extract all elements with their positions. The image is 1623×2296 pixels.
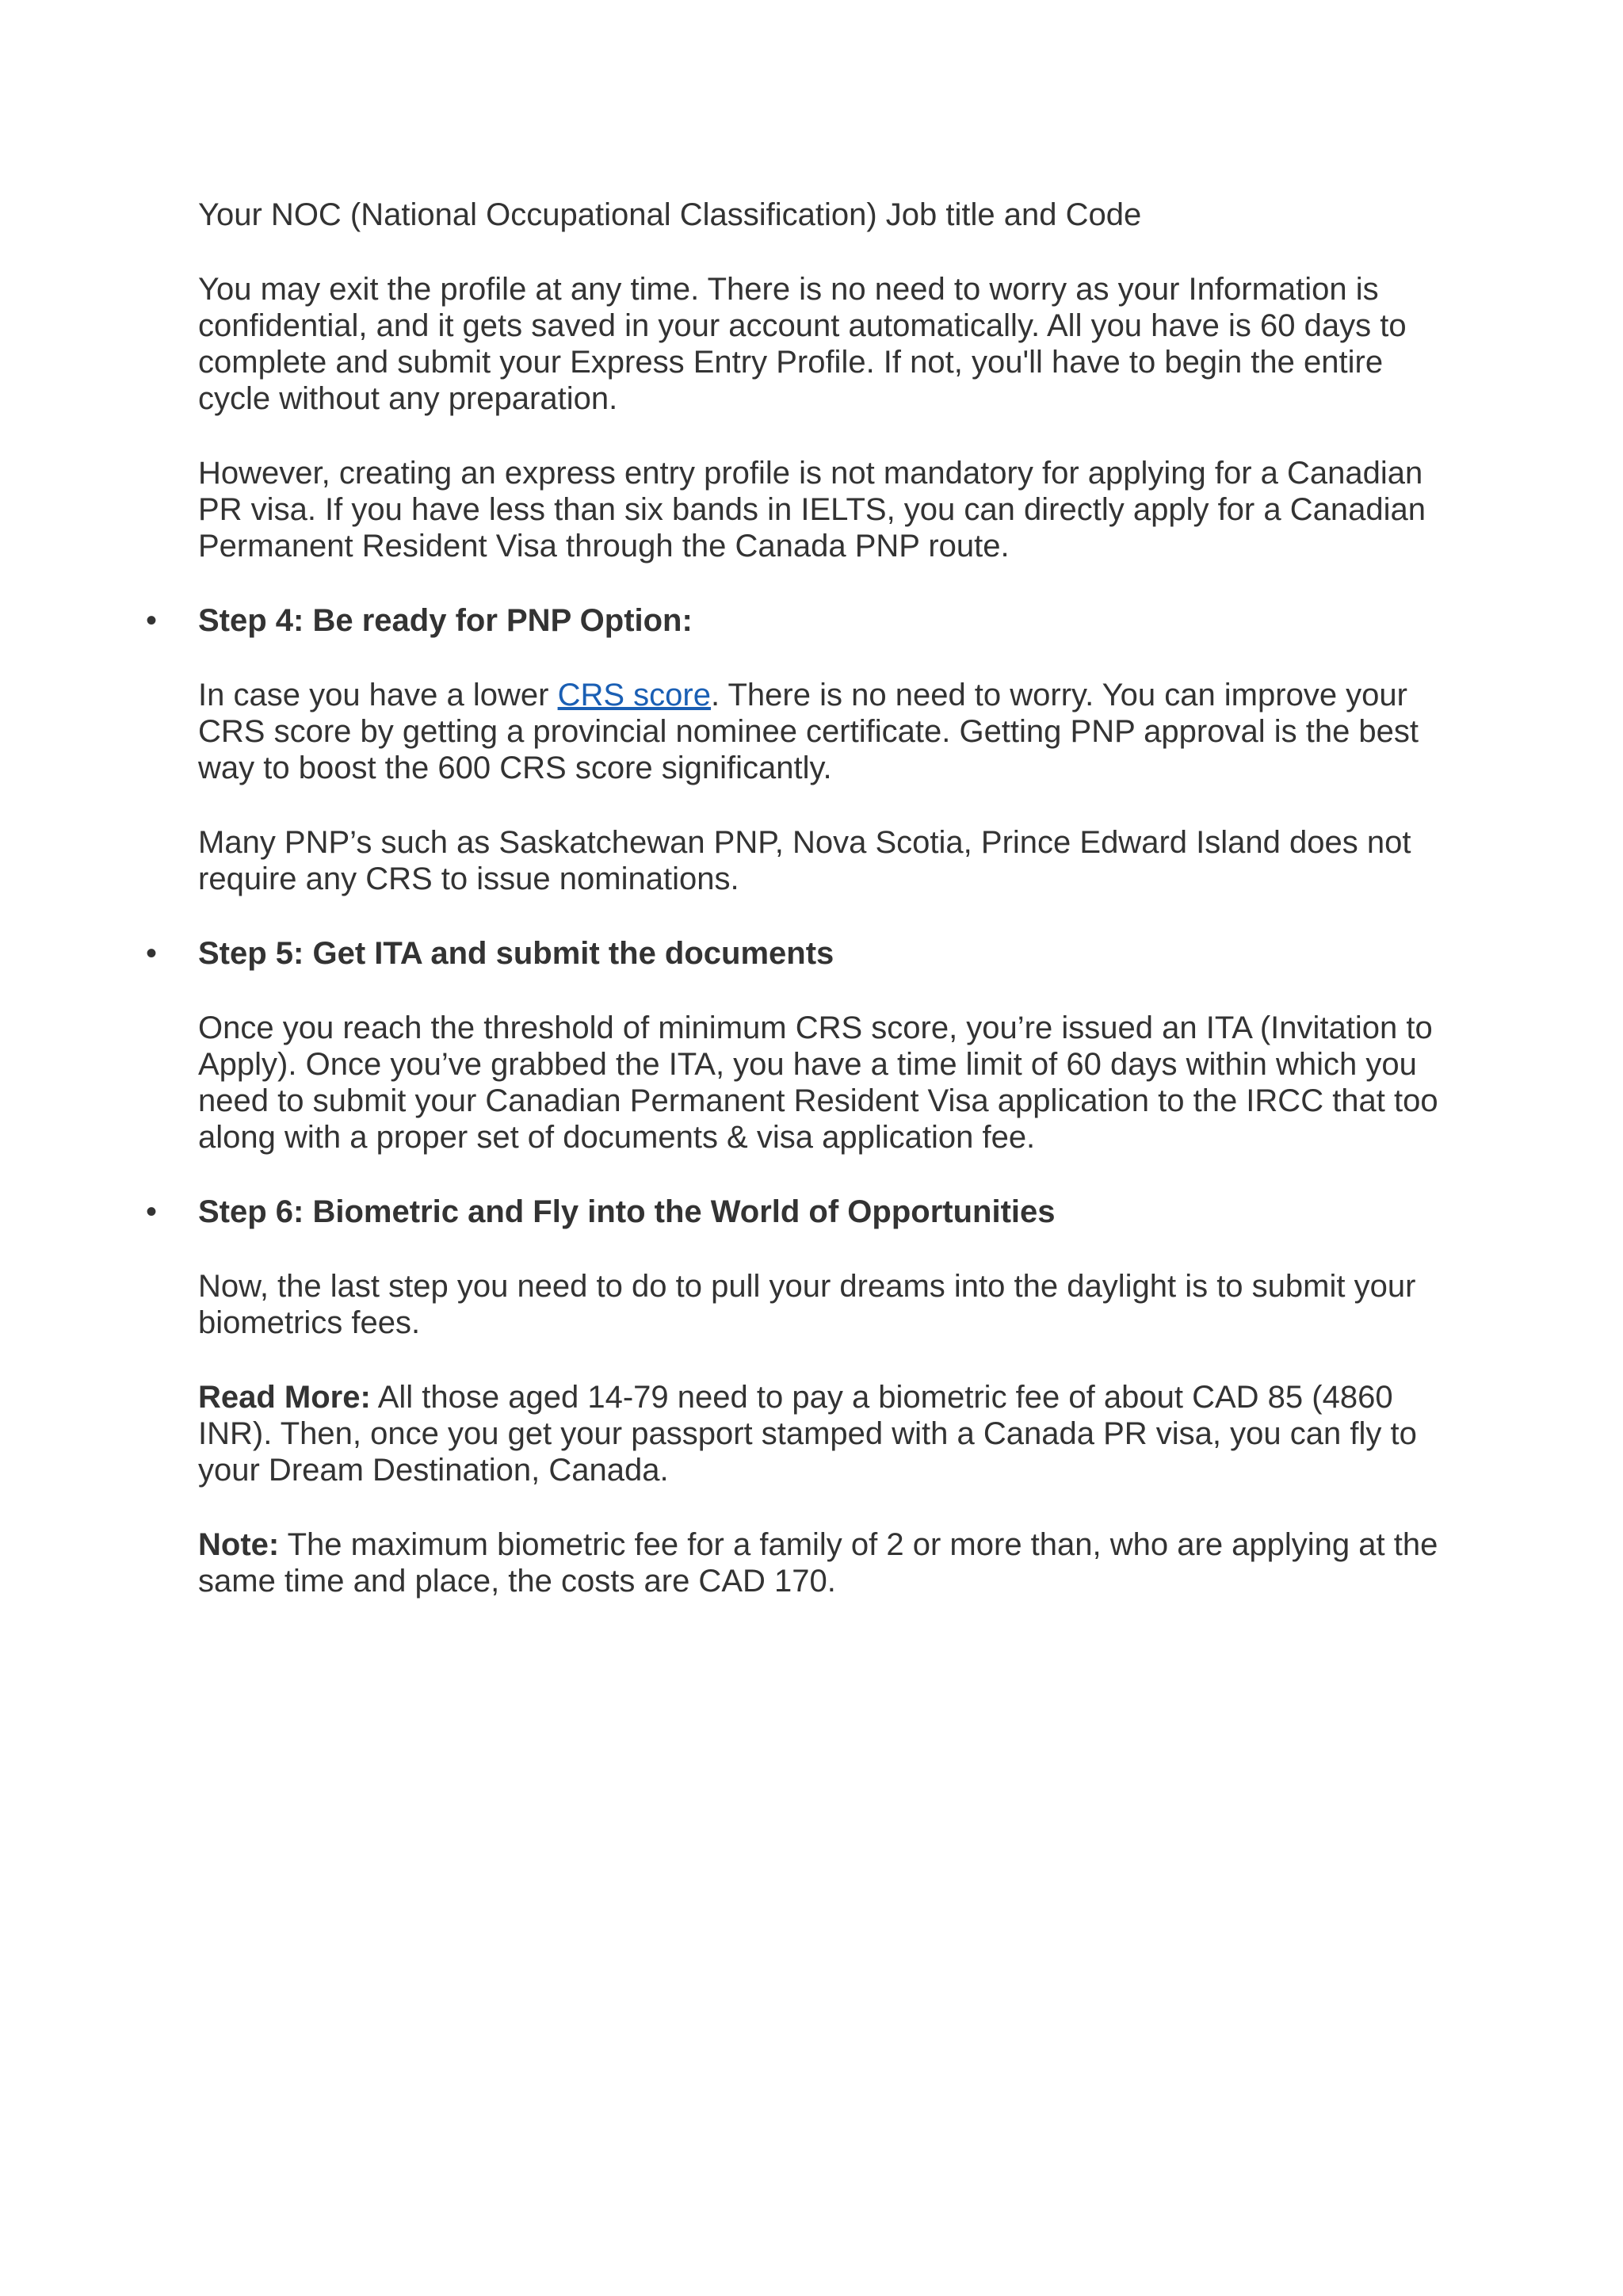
step-5-heading-text: Step 5: Get ITA and submit the documents — [198, 936, 834, 971]
step-4-heading — [146, 602, 1450, 639]
note-label: Note: — [198, 1527, 280, 1562]
step-4-paragraph-1 — [198, 677, 1450, 786]
note-text: The maximum biometric fee for a family of 2 or more than, who are applying at the same time and place, the costs are CAD 170. — [198, 1527, 1438, 1599]
document-content — [146, 197, 1450, 1637]
noc-line: Your NOC (National Occupational Classification) Job title and Code — [198, 197, 1142, 232]
step-6-heading — [146, 1194, 1450, 1230]
bullet-icon: • — [146, 936, 158, 971]
read-more-text: All those aged 14-79 need to pay a biometric fee of about CAD 85 (4860 INR). Then, once you get your passport stamped with a Canada PR visa, you can fly to your Dream Destination, Canada. — [198, 1380, 1417, 1488]
step-4-paragraph-2: Many PNP’s such as Saskatchewan PNP, Nova Scotia, Prince Edward Island does not require any CRS to issue nominations. — [198, 825, 1411, 896]
step-4-text-before-link: In case you have a lower — [198, 678, 558, 712]
step-6-heading-text: Step 6: Biometric and Fly into the World of Opportunities — [198, 1194, 1056, 1229]
step-5-heading — [146, 935, 1450, 972]
step-6-paragraph-1: Now, the last step you need to do to pull your dreams into the daylight is to submit your biometrics fees. — [198, 1269, 1416, 1340]
step-4-text-after-link: . There is no need to worry. You can improve your CRS score by getting a provincial nominee certificate. Getting PNP approval is the best way to boost the 600 CRS score significantly. — [198, 678, 1419, 785]
note-paragraph — [198, 1526, 1450, 1599]
read-more-label: Read More: — [198, 1380, 371, 1415]
step-4-heading-text: Step 4: Be ready for PNP Option: — [198, 603, 693, 638]
bullet-icon: • — [146, 1194, 158, 1229]
exit-profile-paragraph: You may exit the profile at any time. There is no need to worry as your Information is confidential, and it gets saved in your account automatically. All you have is 60 days to complete and submit your Express Entry Profile. If not, you'll have to begin the entire cycle without any preparation. — [198, 272, 1407, 416]
bullet-icon: • — [146, 603, 158, 638]
read-more-paragraph — [198, 1379, 1450, 1488]
step-5-paragraph-1: Once you reach the threshold of minimum CRS score, you’re issued an ITA (Invitation to Apply). Once you’ve grabbed the ITA, you have a time limit of 60 days within which you need to submit your Canadian Permanent Resident Visa application to the IRCC that too along with a proper set of documents & visa application fee. — [198, 1010, 1438, 1155]
however-paragraph: However, creating an express entry profile is not mandatory for applying for a Canadian PR visa. If you have less than six bands in IELTS, you can directly apply for a Canadian Permanent Resident Visa through the Canada PNP route. — [198, 456, 1426, 563]
crs-score-link[interactable]: CRS score — [557, 678, 711, 712]
